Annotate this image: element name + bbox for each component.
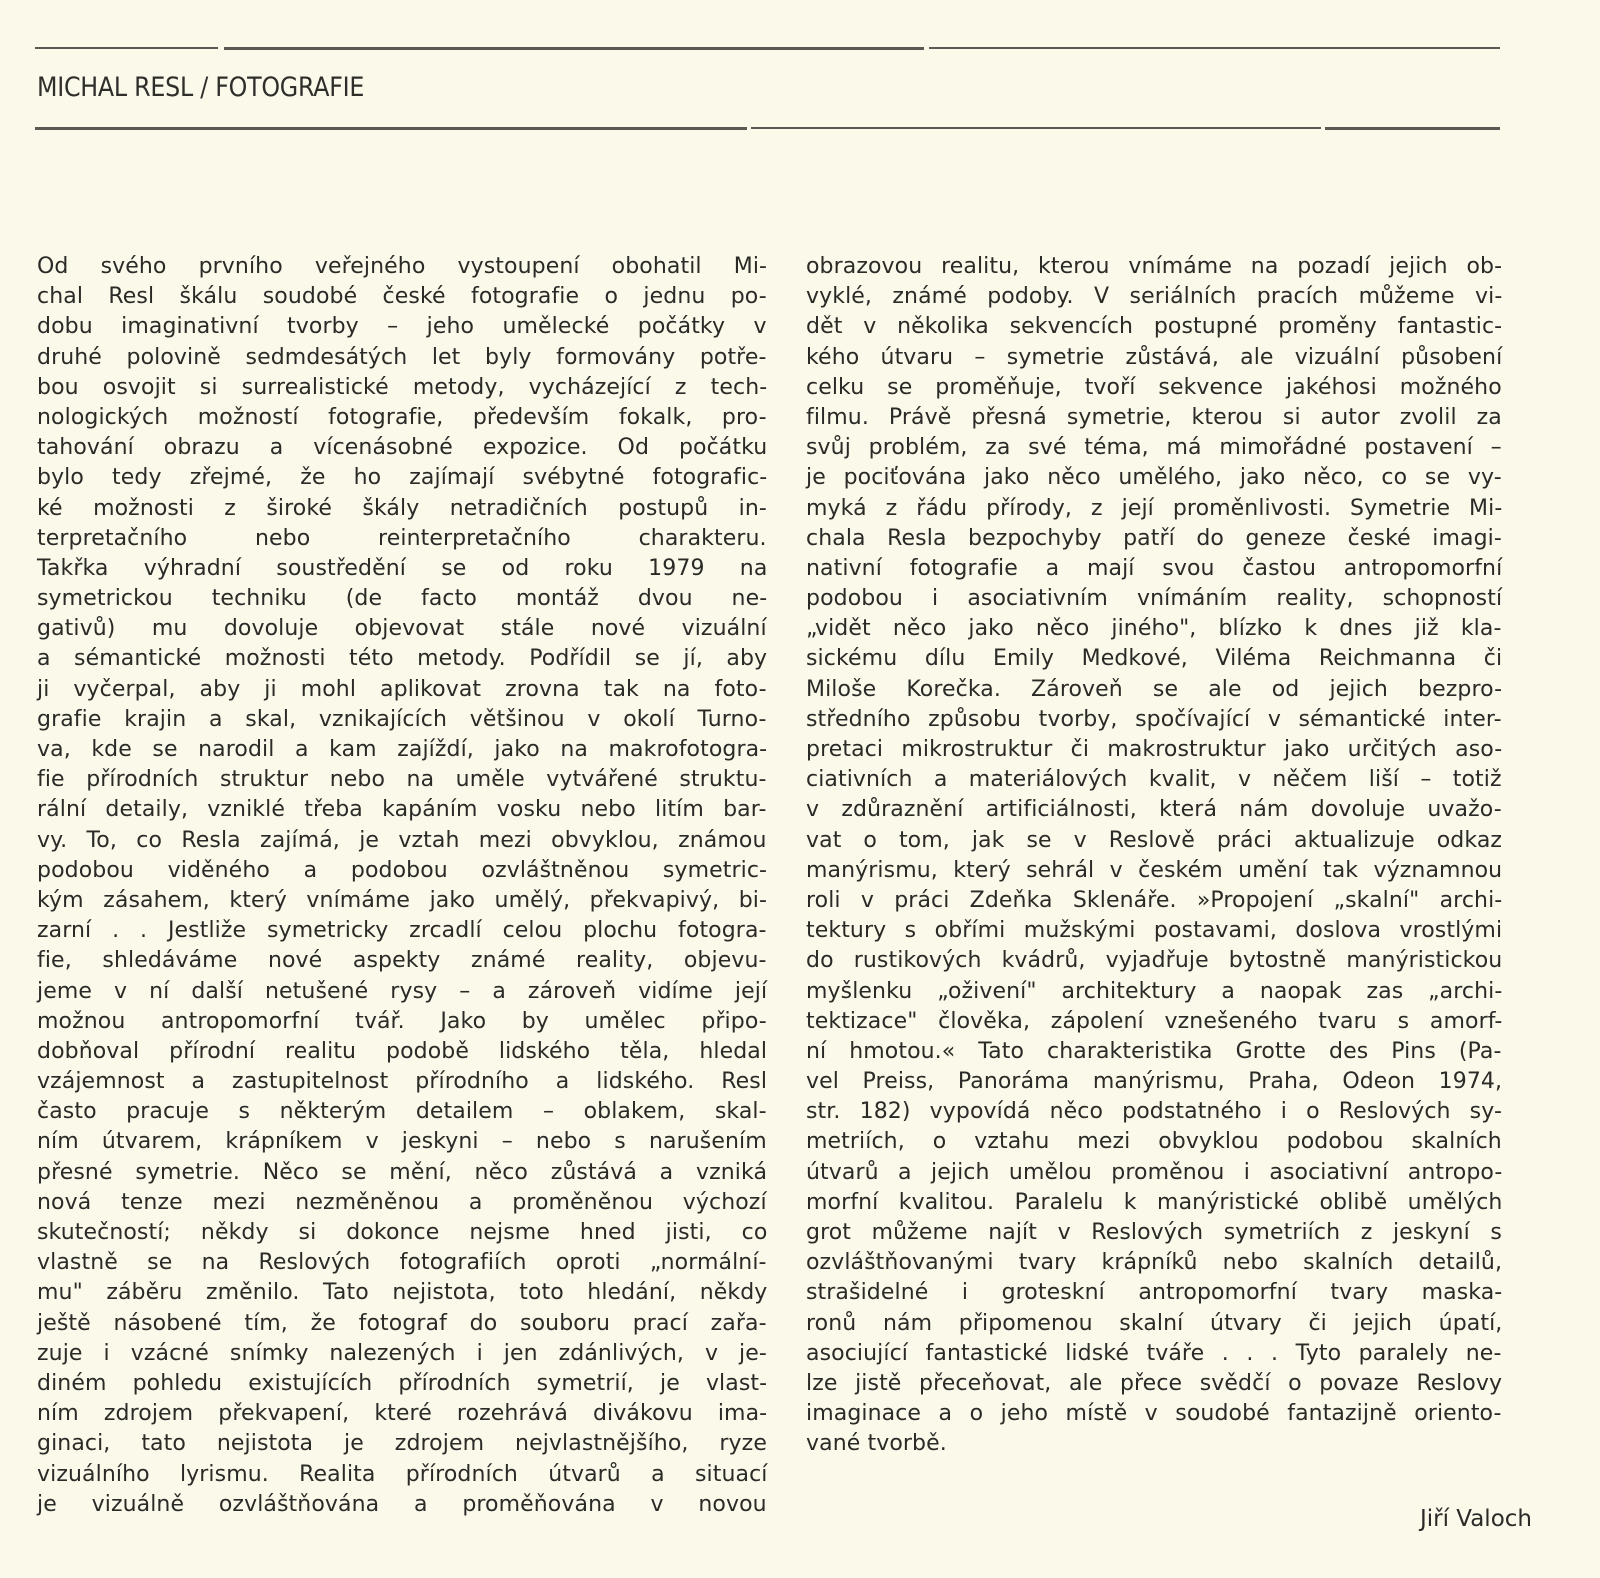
text-line xyxy=(37,584,767,614)
text-line-content: kého útvaru – symetrie zůstává, ale vizuální působení xyxy=(806,344,1503,370)
text-line xyxy=(37,433,767,463)
text-line xyxy=(37,1429,767,1459)
text-line-content: tahování obrazu a vícenásobné expozice. Od počátku xyxy=(37,435,768,461)
text-line-content: obrazovou realitu, kterou vnímáme na pozadí jejich ob- xyxy=(806,254,1503,279)
text-line-content: chal Resl škálu soudobé české fotografie o jednu po- xyxy=(37,284,767,310)
text-line xyxy=(37,826,767,856)
text-line xyxy=(806,1188,1502,1218)
text-line-content: myká z řádu přírody, z její proměnlivosti. Symetrie Mi- xyxy=(806,495,1503,521)
text-line xyxy=(37,373,767,403)
text-line xyxy=(37,1007,767,1037)
text-line-content: bylo tedy zřejmé, že ho zajímají svébytné fotografic- xyxy=(37,465,768,491)
text-line-content: zarní . . Jestliže symetricky zrcadlí celou plochu fotogra- xyxy=(37,918,767,944)
text-line-content: symetrickou techniku (de facto montáž dvou ne- xyxy=(37,586,768,612)
text-line-content: vlastně se na Reslových fotografiích oproti „normální- xyxy=(37,1250,767,1276)
text-line xyxy=(37,614,767,644)
text-line xyxy=(806,1309,1502,1339)
text-line xyxy=(806,1037,1502,1067)
text-line xyxy=(37,856,767,886)
text-line-content: lze jistě přeceňovat, ale přece svědčí o povaze Reslovy xyxy=(806,1370,1503,1396)
article-column-right xyxy=(806,252,1502,1460)
text-line xyxy=(806,463,1502,493)
text-line xyxy=(37,1248,767,1278)
text-line-content: gativů) mu dovoluje objevovat stále nové vizuální xyxy=(37,616,767,642)
rule-segment xyxy=(35,127,747,130)
text-line xyxy=(806,312,1502,342)
text-line-content: vy. To, co Resla zajímá, je vztah mezi obvyklou, známou xyxy=(37,827,767,853)
text-line xyxy=(37,1460,767,1490)
text-line xyxy=(806,856,1502,886)
text-line xyxy=(806,795,1502,825)
text-line-content: rální detaily, vzniklé třeba kapáním vosku nebo litím bar- xyxy=(37,797,767,823)
text-line xyxy=(37,494,767,524)
text-line-content: dět v několika sekvencích postupné proměny fantastic- xyxy=(806,314,1503,340)
text-line xyxy=(37,1037,767,1067)
text-line xyxy=(37,1097,767,1127)
text-line-content: dobňoval přírodní realitu podobě lidského těla, hledal xyxy=(37,1038,768,1064)
text-line-content: chala Resla bezpochyby patří do geneze české imagi- xyxy=(806,525,1502,551)
page-title: MICHAL RESL / FOTOGRAFIE xyxy=(37,72,365,103)
text-line xyxy=(37,554,767,584)
text-line xyxy=(37,282,767,312)
text-line-content: pretaci mikrostruktur či makrostruktur jako určitých aso- xyxy=(806,737,1503,762)
text-line-content: skutečností; někdy si dokonce nejsme hned jisti, co xyxy=(37,1220,768,1245)
text-line-content: fie přírodních struktur nebo na uměle vytvářené struktu- xyxy=(37,767,767,793)
text-line-content: v zdůraznění artificiálnosti, která nám dovoluje uvažo- xyxy=(806,797,1502,823)
text-line-content: ronů nám připomenou skalní útvary či jejich úpatí, xyxy=(806,1310,1503,1336)
text-line-content: jeme v ní další netušené rysy – a zároveň vidíme její xyxy=(37,978,768,1004)
text-line-content: grot můžeme najít v Reslových symetriích z jeskyní s xyxy=(806,1220,1502,1245)
text-line xyxy=(806,1429,1502,1459)
text-line-content: svůj problém, za své téma, má mimořádné postavení – xyxy=(806,435,1502,461)
text-line-content: grafie krajin a skal, vznikajících většinou v okolí Turno- xyxy=(37,706,767,732)
text-line-content: manýrismu, který sehrál v českém umění tak významnou xyxy=(806,857,1503,883)
text-line xyxy=(37,312,767,342)
text-line-content: metriích, o vztahu mezi obvyklou podobou skalních xyxy=(806,1129,1502,1155)
text-line-content: často pracuje s některým detailem – oblakem, skal- xyxy=(37,1099,767,1125)
text-line xyxy=(37,1218,767,1248)
text-line xyxy=(806,1218,1502,1248)
text-line xyxy=(806,644,1502,674)
text-line-content: a sémantické možnosti této metody. Podřídil se jí, aby xyxy=(37,646,768,672)
text-line xyxy=(806,1127,1502,1157)
text-line-content: filmu. Právě přesná symetrie, kterou si autor zvolil za xyxy=(806,404,1502,430)
text-line-content: kým zásahem, který vnímáme jako umělý, překvapivý, bi- xyxy=(37,887,768,913)
text-line xyxy=(806,886,1502,916)
text-line-content: myšlenku „oživení" architektury a naopak zas „archi- xyxy=(806,978,1503,1004)
text-line xyxy=(37,795,767,825)
text-line xyxy=(806,977,1502,1007)
text-line-content: vané tvorbě. xyxy=(806,1431,947,1457)
text-line xyxy=(806,675,1502,705)
text-line xyxy=(806,765,1502,795)
text-line-content: možnou antropomorfní tvář. Jako by umělec připo- xyxy=(37,1008,767,1034)
text-line xyxy=(37,1067,767,1097)
text-line-content: ním útvarem, krápníkem v jeskyni – nebo s narušením xyxy=(37,1129,767,1155)
rule-segment xyxy=(929,47,1500,49)
text-line xyxy=(37,735,767,765)
text-line-content: druhé polovině sedmdesátých let byly formovány potře- xyxy=(37,344,767,370)
text-line xyxy=(806,1158,1502,1188)
text-line-content: Takřka výhradní soustředění se od roku 1979 na xyxy=(37,555,768,581)
text-line-content: středního způsobu tvorby, spočívající v sémantické inter- xyxy=(806,706,1502,732)
text-line-content: vat o tom, jak se v Reslově práci aktualizuje odkaz xyxy=(806,827,1503,853)
text-line-content: sickému dílu Emily Medkové, Viléma Reichmanna či xyxy=(806,646,1503,672)
text-line-content: útvarů a jejich umělou proměnou i asociativní antropo- xyxy=(806,1159,1503,1185)
rule-segment xyxy=(1325,127,1500,130)
text-line xyxy=(806,614,1502,644)
text-line-content: nativní fotografie a mají svou častou antropomorfní xyxy=(806,555,1503,581)
text-line-content: ciativních a materiálových kvalit, v něčem liší – totiž xyxy=(806,767,1502,793)
text-line-content: podobou i asociativním vnímáním reality, schopností xyxy=(806,586,1503,612)
text-line-content: terpretačního nebo reinterpretačního charakteru. xyxy=(37,525,767,551)
text-line xyxy=(806,946,1502,976)
text-line xyxy=(806,282,1502,312)
text-line-content: ginaci, tato nejistota je zdrojem nejvlastnějšího, ryze xyxy=(37,1431,767,1457)
text-line-content: bou osvojit si surrealistické metody, vycházející z tech- xyxy=(37,374,768,400)
text-line xyxy=(806,1067,1502,1097)
text-line-content: ji vyčerpal, aby ji mohl aplikovat zrovna tak na foto- xyxy=(37,676,767,702)
text-line xyxy=(37,1399,767,1429)
text-line-content: Miloše Korečka. Zároveň se ale od jejich bezpro- xyxy=(806,676,1503,702)
text-line xyxy=(806,735,1502,765)
text-line xyxy=(806,524,1502,554)
text-line xyxy=(37,1188,767,1218)
text-line-content: str. 182) vypovídá něco podstatného i o Reslových sy- xyxy=(806,1099,1503,1125)
text-line xyxy=(37,403,767,433)
text-line xyxy=(806,343,1502,373)
text-line-content: vzájemnost a zastupitelnost přírodního a lidského. Resl xyxy=(37,1069,768,1095)
text-line xyxy=(806,826,1502,856)
text-line-content: do rustikových kvádrů, vyjadřuje bytostně manýristickou xyxy=(806,948,1503,974)
header-bottom-rule xyxy=(35,127,1500,130)
text-line xyxy=(806,916,1502,946)
text-line xyxy=(37,524,767,554)
text-line xyxy=(37,1309,767,1339)
text-line-content: nová tenze mezi nezměněnou a proměněnou výchozí xyxy=(37,1189,767,1215)
text-line xyxy=(37,1158,767,1188)
text-line-content: tektizace" člověka, zápolení vznešeného tvaru s amorf- xyxy=(806,1008,1503,1034)
text-line xyxy=(806,1007,1502,1037)
text-line-content: va, kde se narodil a kam zajíždí, jako na makrofotogra- xyxy=(37,737,768,762)
text-line-content: imaginace a o jeho místě v soudobé fantazijně oriento- xyxy=(806,1401,1502,1427)
text-line xyxy=(806,1097,1502,1127)
text-line xyxy=(37,886,767,916)
rule-segment xyxy=(751,127,1321,129)
text-line-content: „vidět něco jako něco jiného", blízko k dnes již kla- xyxy=(806,616,1502,642)
text-line-content: ním zdrojem překvapení, které rozehrává divákovu ima- xyxy=(37,1401,768,1427)
text-line xyxy=(37,1339,767,1369)
text-line xyxy=(806,252,1502,282)
text-line xyxy=(806,1248,1502,1278)
text-line-content: strašidelné i groteskní antropomorfní tvary maska- xyxy=(806,1280,1503,1306)
text-line xyxy=(806,554,1502,584)
header-top-rule xyxy=(35,47,1500,50)
text-line-content: zuje i vzácné snímky nalezených i jen zdánlivých, v je- xyxy=(37,1340,767,1366)
text-line-content: podobou viděného a podobou ozvláštněnou symetric- xyxy=(37,857,768,883)
rule-segment xyxy=(224,47,924,50)
text-line-content: ještě násobené tím, že fotograf do souboru prací zařa- xyxy=(37,1310,767,1336)
text-line xyxy=(37,1369,767,1399)
text-line xyxy=(37,644,767,674)
text-line xyxy=(37,675,767,705)
text-line xyxy=(37,1127,767,1157)
text-line-content: ozvláštňovanými tvary krápníků nebo skalních detailů, xyxy=(806,1250,1503,1276)
text-line xyxy=(37,705,767,735)
text-line-content: dobu imaginativní tvorby – jeho umělecké počátky v xyxy=(37,314,767,340)
text-line xyxy=(806,1278,1502,1308)
text-line xyxy=(806,1399,1502,1429)
author-signature: Jiří Valoch xyxy=(1419,1506,1532,1532)
text-line xyxy=(37,946,767,976)
text-line xyxy=(37,252,767,282)
text-line-content: vel Preiss, Panoráma manýrismu, Praha, Odeon 1974, xyxy=(806,1069,1503,1095)
text-line-content: ké možnosti z široké škály netradičních postupů in- xyxy=(37,495,767,521)
text-line xyxy=(806,584,1502,614)
text-line-content: Od svého prvního veřejného vystoupení obohatil Mi- xyxy=(37,254,768,279)
text-line-content: tektury s obřími mužskými postavami, doslova vrostlými xyxy=(806,918,1503,944)
text-line xyxy=(37,916,767,946)
text-line xyxy=(806,1369,1502,1399)
text-line xyxy=(37,343,767,373)
text-line xyxy=(37,1490,767,1520)
text-line-content: asociující fantastické lidské tváře . . . Tyto paralely ne- xyxy=(806,1340,1502,1366)
text-line xyxy=(37,1278,767,1308)
text-line-content: mu" záběru změnilo. Tato nejistota, toto hledání, někdy xyxy=(37,1280,768,1306)
rule-segment xyxy=(35,47,218,49)
text-line xyxy=(806,373,1502,403)
text-line-content: fie, shledáváme nové aspekty známé reality, objevu- xyxy=(37,948,767,974)
text-line xyxy=(37,977,767,1007)
text-line-content: je pociťována jako něco umělého, jako něco, co se vy- xyxy=(806,465,1502,491)
text-line-content: nologických možností fotografie, především fokalk, pro- xyxy=(37,404,767,430)
text-line-content: vyklé, známé podoby. V seriálních pracích můžeme vi- xyxy=(806,284,1503,310)
text-line-content: celku se proměňuje, tvoří sekvence jakéhosi možného xyxy=(806,374,1502,400)
text-line xyxy=(806,705,1502,735)
article-column-left xyxy=(37,252,767,1520)
text-line-content: ní hmotou.« Tato charakteristika Grotte des Pins (Pa- xyxy=(806,1038,1502,1064)
text-line xyxy=(806,403,1502,433)
text-line xyxy=(806,494,1502,524)
text-line-content: diném pohledu existujících přírodních symetrií, je vlast- xyxy=(37,1370,768,1396)
text-line-content: je vizuálně ozvláštňována a proměňována v novou xyxy=(37,1491,767,1517)
text-line-content: morfní kvalitou. Paralelu k manýristické oblibě umělých xyxy=(806,1189,1503,1215)
text-line-content: vizuálního lyrismu. Realita přírodních útvarů a situací xyxy=(37,1461,768,1487)
text-line xyxy=(37,765,767,795)
text-line xyxy=(806,433,1502,463)
text-line xyxy=(37,463,767,493)
text-line-content: přesné symetrie. Něco se mění, něco zůstává a vzniká xyxy=(37,1159,768,1185)
text-line xyxy=(806,1339,1502,1369)
text-line-content: roli v práci Zdeňka Sklenáře. »Propojení „skalní" archi- xyxy=(806,887,1503,913)
